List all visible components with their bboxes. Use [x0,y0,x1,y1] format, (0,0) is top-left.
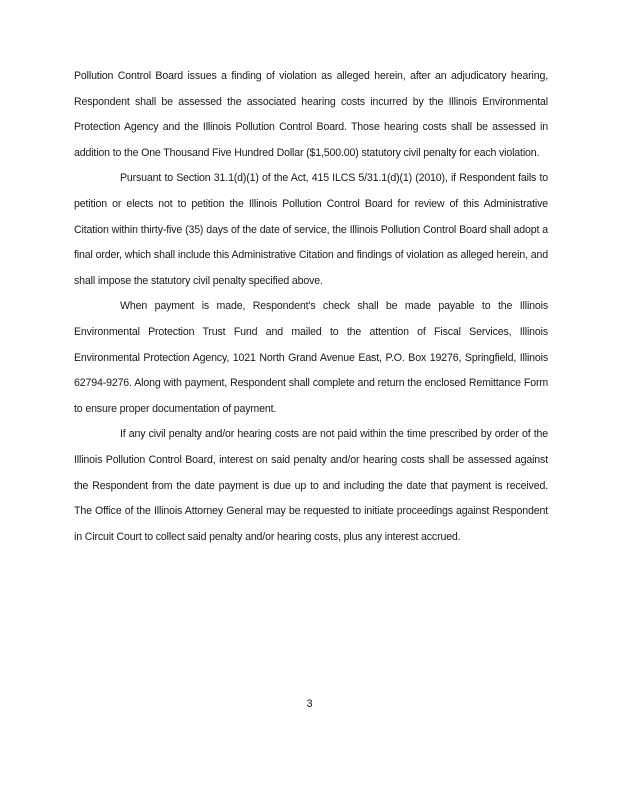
page-number: 3 [306,698,313,710]
paragraph-hearing-costs: Pollution Control Board issues a finding of violation as alleged herein, after an adjudicatory hearing, Respondent shall be assessed the associated hearing costs incurred by the Illinois Environmental Protection Agency and the Illinois Pollution Control Board. Those hearing costs shall be assessed in addition to the One Thousand Five Hundred Dollar ($1,500.00) statutory civil penalty for each violation. [74,70,548,159]
paragraph-final-order: Pursuant to Section 31.1(d)(1) of the Act, 415 ILCS 5/31.1(d)(1) (2010), if Respondent fails to petition or elects not to petition the Illinois Pollution Control Board for review of this Administrative Citation within thirty-five (35) days of the date of service, the Illinois Pollution Control Board shall adopt a final order, which shall include this Administrative Citation and findings of violation as alleged herein, and shall impose the statutory civil penalty specified above. [74,172,548,287]
paragraph-payment: When payment is made, Respondent's check shall be made payable to the Illinois Environmental Protection Trust Fund and mailed to the attention of Fiscal Services, Illinois Environmental Protection Agency, 1021 North Grand Avenue East, P.O. Box 19276, Springfield, Illinois 62794-9276. Along with payment, Respondent shall complete and return the enclosed Remittance Form to ensure proper documentation of payment. [74,300,548,415]
paragraph-interest: If any civil penalty and/or hearing costs are not paid within the time prescribed by order of the Illinois Pollution Control Board, interest on said penalty and/or hearing costs shall be assessed against the Respondent from the date payment is due up to and including the date that payment is received. The Office of the Illinois Attorney General may be requested to initiate proceedings against Respondent in Circuit Court to collect said penalty and/or hearing costs, plus any interest accrued. [74,428,548,543]
body-text [74,64,548,550]
